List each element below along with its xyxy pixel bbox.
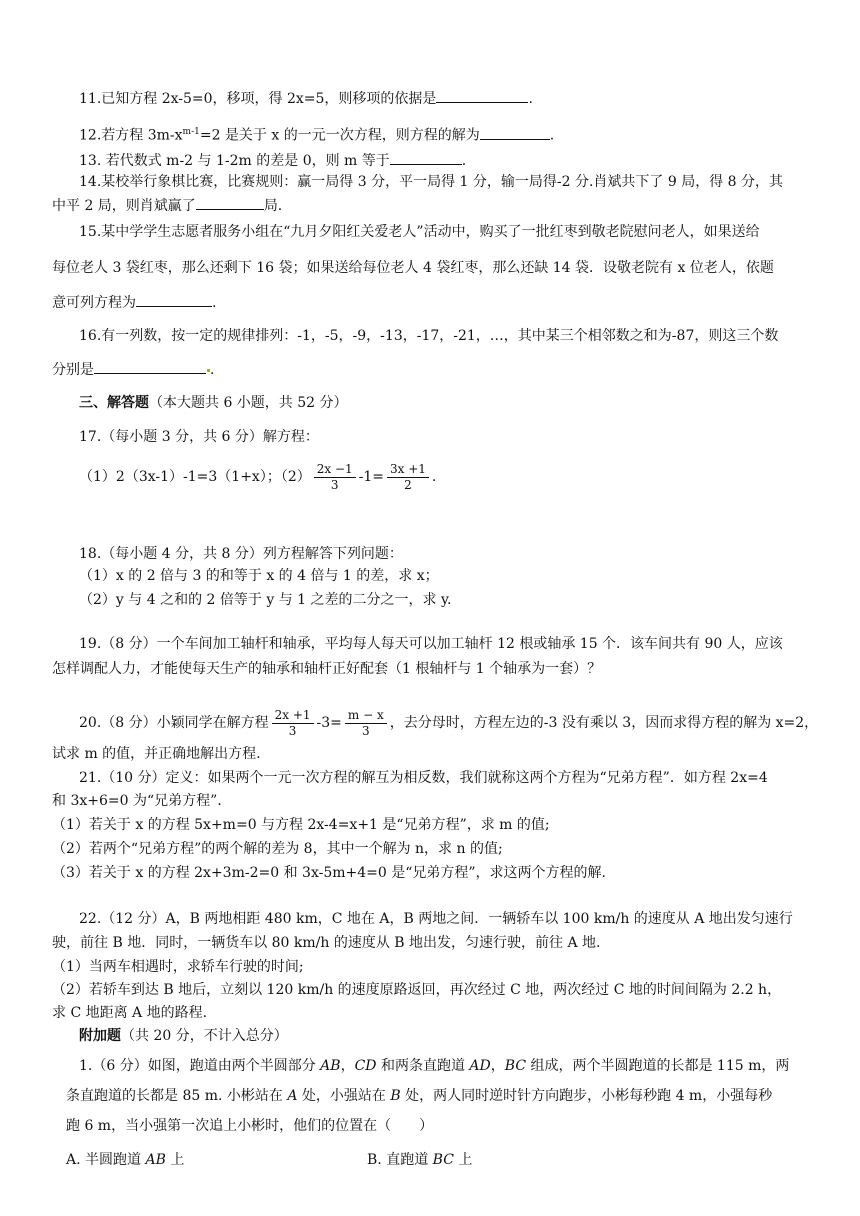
question-22-part-1: （1）当两车相遇时，求轿车行驶的时间;: [52, 959, 304, 975]
answer-blank: [196, 195, 264, 210]
question-13: 13. 若代数式 m-2 与 1-2m 的差是 0，则 m 等于 .: [79, 150, 466, 171]
question-21-part-3: （3）若关于 x 的方程 2x+3m-2=0 和 3x-5m+4=0 是“兄弟方程”，求这两个方程的解.: [52, 865, 607, 881]
option-a: A. 半圆跑道 AB 上: [66, 1152, 185, 1168]
question-20-line-2: 试求 m 的值，并正确地解出方程.: [52, 746, 261, 762]
question-14-line-2: 中平 2 局，则肖斌赢了 局.: [52, 195, 282, 216]
question-11: 11.已知方程 2x-5=0，移项，得 2x=5，则移项的依据是 .: [79, 88, 533, 109]
question-21-part-2: （2）若两个“兄弟方程”的两个解的差为 8，其中一个解为 n，求 n 的值;: [52, 841, 503, 857]
extra-heading: 附加题（共 20 分，不计入总分）: [79, 1028, 288, 1044]
question-15-line-3: 意可列方程为 .: [52, 292, 216, 313]
question-18-head: 18.（每小题 4 分，共 8 分）列方程解答下列问题：: [79, 546, 403, 562]
question-20-line-1: 20.（8 分）小颖同学在解方程 $\frac{2x +1}{3}$ -3= $\frac{m - x}{3}$ ，去分母时，方程左边的-3 没有乘以 3，因而求得方程的解为 x=2，: [79, 707, 819, 738]
question-16-line-1: 16.有一列数，按一定的规律排列：-1，-5，-9，-13，-17，-21，…，其中某三个相邻数之和为-87，则这三个数: [79, 328, 779, 344]
fraction: $\frac{m - x}{3}$: [345, 708, 387, 739]
question-18-part-2: （2）y 与 4 之和的 2 倍等于 y 与 1 之差的二分之一，求 y.: [79, 592, 452, 608]
question-19-line-1: 19.（8 分）一个车间加工轴杆和轴承，平均每人每天可以加工轴杆 12 根或轴承 15 个．该车间共有 90 人，应该: [79, 636, 783, 652]
question-15-line-1: 15.某中学学生志愿者服务小组在“九月夕阳红关爱老人”活动中，购买了一批红枣到敬老院慰问老人，如果送给: [79, 224, 760, 240]
option-b: B. 直跑道 BC 上: [367, 1152, 473, 1168]
question-12: 12.若方程 $3m-x^{m-1}=2$ 是关于 x 的一元一次方程，则方程的解为 .: [79, 122, 554, 146]
question-22-line-1: 22.（12 分）A，B 两地相距 480 km，C 地在 A，B 两地之间．一辆轿车以 100 km/h 的速度从 A 地出发匀速行: [79, 911, 793, 927]
question-text: 11.已知方程 2x-5=0，移项，得 2x=5，则移项的依据是: [79, 91, 437, 107]
question-19-line-2: 怎样调配人力，才能使每天生产的轴承和轴杆正好配套（1 根轴杆与 1 个轴承为一套）？: [52, 661, 602, 677]
fraction: $\frac{3x +1}{2}$: [387, 462, 429, 493]
extra-1-line-3: 跑 6 m，当小强第一次追上小彬时，他们的位置在（ ）: [66, 1118, 434, 1134]
answer-blank: [436, 88, 528, 103]
question-18-part-1: （1）x 的 2 倍与 3 的和等于 x 的 4 倍与 1 的差，求 x；: [79, 568, 439, 584]
answer-blank: [136, 292, 212, 307]
question-22-line-5: 求 C 地距离 A 地的路程.: [52, 1005, 208, 1021]
section-3-heading: 三、解答题（本大题共 6 小题，共 52 分）: [79, 395, 348, 411]
question-21-line-1: 21.（10 分）定义：如果两个一元一次方程的解互为相反数，我们就称这两个方程为“兄弟方程”．如方程 2x=4: [79, 770, 768, 786]
question-16-line-2: 分别是 .: [52, 359, 214, 380]
answer-blank: [94, 359, 206, 374]
question-22-part-2: （2）若轿车到达 B 地后，立刻以 120 km/h 的速度原路返回，再次经过 C 地，两次经过 C 地的时间间隔为 2.2 h，: [52, 982, 782, 998]
answer-blank: [390, 150, 462, 165]
extra-1-line-2: 条直跑道的长都是 85 m. 小彬站在 A 处，小强站在 B 处，两人同时逆时针方向跑步，小彬每秒跑 4 m，小强每秒: [66, 1088, 773, 1104]
question-14-line-1: 14.某校举行象棋比赛，比赛规则：赢一局得 3 分，平一局得 1 分，输一局得-2 分.肖斌共下了 9 局，得 8 分，其: [79, 174, 784, 190]
question-22-line-2: 驶，前往 B 地．同时，一辆货车以 80 km/h 的速度从 B 地出发，匀速行驶，前往 A 地.: [52, 935, 601, 951]
question-17-parts: （1）2（3x-1）-1=3（1+x）；（2） $\frac{2x -1}{3}$ -1= $\frac{3x +1}{2}$ .: [79, 461, 437, 492]
question-17-head: 17.（每小题 3 分，共 6 分）解方程：: [79, 429, 319, 445]
question-15-line-2: 每位老人 3 袋红枣，那么还剩下 16 袋；如果送给每位老人 4 袋红枣，那么还缺 14 袋．设敬老院有 x 位老人，依题: [52, 260, 774, 276]
question-21-part-1: （1）若关于 x 的方程 5x+m=0 与方程 2x-4=x+1 是“兄弟方程”，求 m 的值;: [52, 817, 550, 833]
exponent: m-1: [182, 127, 200, 137]
question-21-line-2: 和 3x+6=0 为“兄弟方程”.: [52, 793, 222, 809]
answer-blank: [480, 125, 550, 140]
fraction: $\frac{2x +1}{3}$: [272, 708, 314, 739]
fraction: $\frac{2x -1}{3}$: [314, 462, 356, 493]
extra-1-line-1: 1.（6 分）如图，跑道由两个半圆部分 AB，CD 和两条直跑道 AD，BC 组成，两个半圆跑道的长都是 115 m，两: [79, 1058, 790, 1074]
